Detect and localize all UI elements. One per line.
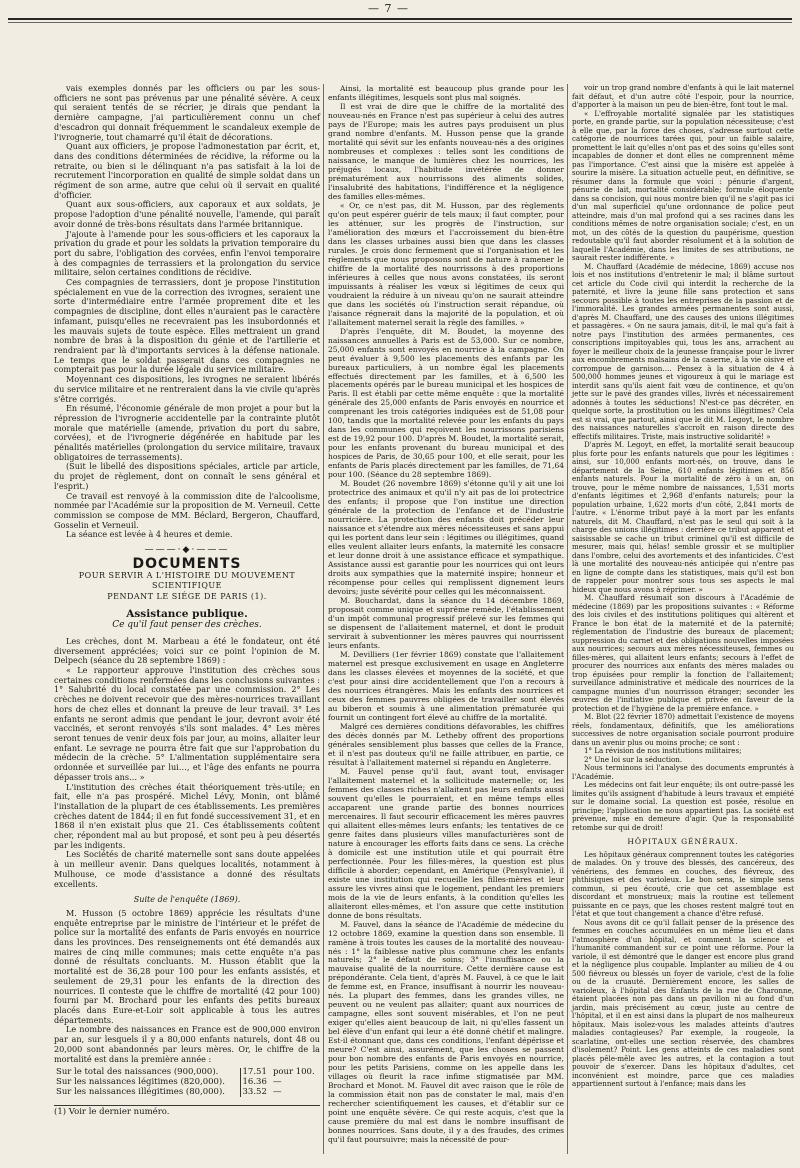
page-folio: — 7 — <box>368 2 409 15</box>
paragraph: Moyennant ces dispositions, les ivrognes ne seraient libérés du service militaire et ne rentreraient dans la vie civile qu'après s'être corrigés. <box>54 374 320 404</box>
paragraph: L'institution des crèches était théoriquement très-utile; en fait, elle n'a pas prospéré. Michel Lévy, Monin, ont blâmé l'installation de la plupart de ces établissements. Les premières crèches datent de 1844; il en fut fondé successivement 31, et en 1868 il n'en existait plus que 21. Ces établissements coûtent cher, répondent mal au but proposé, et sont peu à peu désertés par les indigents. <box>54 781 320 850</box>
paragraph: Quant aux officiers, je propose l'admonestation par écrit, et, dans des conditions déterminées de récidive, la réforme ou la retraite, ou bien si le délinquant n'a pas satisfait à la loi de recrutement l'incorporation en qualité de simple soldat dans un régiment de son arme, autre que celui où il servait en qualité d'officier. <box>54 141 320 200</box>
subsection-subtitle: Ce qu'il faut penser des crèches. <box>112 620 262 631</box>
section-small: PENDANT LE SIÉGE DE PARIS (1). <box>107 591 267 601</box>
paragraph: Les Sociétés de charité maternelle sont sans doute appelées à un meilleur avenir. Dans quelques localités, notamment à Mulhouse, ce mode d'assistance a donné des résultats excellents. <box>54 849 320 889</box>
top-rule-thin <box>8 22 792 23</box>
column-right <box>572 84 794 1089</box>
paragraph: M. Bouchardat, dans la séance du 14 décembre 1869, proposait comme unique et suprême remède, l'établissement d'un impôt communal progressif prélevé sur les femmes qui se dispensent de l'allaitement maternel, et dont le produit servirait à subventionner les mères pauvres qui nourrissent leurs enfants. <box>328 596 564 651</box>
column-left <box>54 84 320 1118</box>
col1-paragraphs-2 <box>54 637 320 889</box>
small-heading: HÔPITAUX GÉNÉRAUX. <box>627 837 739 846</box>
paragraph: Quant aux sous-officiers, aux caporaux et aux soldats, je propose l'adoption d'une pénalité nouvelle, l'amende, qui paraît avoir donné de très-bons résultats dans l'armée britannique. <box>54 199 320 229</box>
paragraph: M. Boudet (26 novembre 1869) s'étonne qu'il y ait une loi protectrice des animaux et qu'il n'y ait pas de loi protectrice des enfants; il propose que l'on institue une direction générale de la protection de l'enfance et de l'industrie nourricière. La protection des enfants doit précéder leur naissance et s'étendre aux mères nécessiteuses et sans appui qui les portent dans leur sein : légitimes ou illégitimes, quand elles veulent allaiter leurs enfants, la maternité les consacre et leur donne droit à une assistance efficace et sympathique. Assistance aussi est garantie pour les nourrices qui ont leurs droits aux sympathies que la maternité inspire; honneur et récompense pour celles qui remplissent dignement leurs devoirs; juste sévérité pour celles qui les méconnaissent. <box>328 479 564 597</box>
paragraph: M. Chauffard résumait son discours à l'Académie de médecine (1869) par les propositions suivantes : « Réforme des lois civiles et des institutions politiques qui altèrent et France le bon état de la maternité et de la paternité; réglementation de l'industrie des bureaux de placement; suppression du carnet et des obligations nouvelles imposées aux nourrices; secours aux mères nécessiteuses, femmes ou filles-mères, qui allaitent leurs enfants; secours à l'effet de procurer des nourrices aux enfants des mères malades ou trop épuisées pour remplir la fonction de l'allaitement; surveillance administrative et médicale des nourrices de la campagne munies d'un nourrisson étranger; seconder les œuvres de l'initiative publique et privée en faveur de la protection et de l'hygiène de la première enfance. » <box>572 593 794 713</box>
column-divider-right <box>567 84 568 1154</box>
paragraph: « Le rapporteur approuve l'institution des crèches sous certaines conditions renfermées dans les conclusions suivantes : 1° Salubrité du local constatée par une commission. 2° Les crèches ne doivent recevoir que des mères-nourrices travaillant hors de chez elles et donnant la preuve de leur travail. 3° Les enfants ne seront admis que pendant le jour, devront avoir été vaccinés, et seront renvoyés s'ils sont malades. 4° Les mères seront tenues de venir deux fois par jour, au moins, allaiter leur enfant. Le sevrage ne pourra être fait que sur l'approbation du médecin de la crèche. 5° L'alimentation supplémentaire sera ordonnée et surveillée par lui…, et l'âge des enfants ne pourra dépasser trois ans… » <box>54 665 320 782</box>
table-cell-label: Sur les naissances illégitimes (80,000). <box>56 1086 225 1097</box>
paragraph: M. Husson (5 octobre 1869) apprécie les résultats d'une enquête entreprise par le ministre de l'intérieur et le préfet de police sur la mortalité des enfants de Paris envoyés en nourrice dans les provinces. Des renseignements ont été demandés aux maires de cinq mille communes; mais cette enquête n'a pas donné de résultats concluants. M. Husson établit que la mortalité est de 36,28 pour 100 pour les enfants assistés, et seulement de 29,31 pour les enfants de la direction des nourrices. Il conteste que le chiffre de mortalité (42 pour 100) fourni par M. Brochard pour les enfants des petits bureaux placés dans Eure-et-Loir soit applicable à tous les autres départements. <box>54 907 320 1025</box>
paragraph: (Suit le libellé des dispositions spéciales, article par article, du projet de règlement, dont on connaît le sens général et l'esprit.) <box>54 461 320 491</box>
paragraph: 1° La révision de nos institutions militaires; <box>584 746 742 755</box>
table-cell-label: Sur le total des naissances (900,000). <box>56 1067 219 1078</box>
table-cell-unit: — <box>272 1086 282 1097</box>
italic-heading: Suite de l'enquête (1869). <box>133 894 241 905</box>
paragraph: En résumé, l'économie générale de mon projet a pour but la répression de l'ivrognerie accidentelle par la contrainte plutôt morale que matérielle (amende, privation du port du sabre, corvées), et de l'ivrognerie dégénérée en habitude par les pénalités matérielles (prolongation du service militaire, travaux obligatoires de terrassements). <box>54 403 320 462</box>
paragraph: Les hôpitaux généraux comprennent toutes les catégories de malades. On y trouve des blessés, des cancéreux, des vénériens, des femmes en couches, des fiévreux, des phthisiques et des varioleux. Le bon sens, le simple sens commun, si peu écouté, crie que cet assemblage est discordant et monstrueux; mais la routine est tellement puissante en ce pays, que les choses restent malgré tout en l'état et que tout changement a chance d'être refusé. <box>572 849 794 918</box>
paragraph: M. Fauvel pense qu'il faut, avant tout, envisager l'allaitement maternel et la sollicitude maternelle; or, les femmes des classes riches n'allaitent pas leurs enfants aussi souvent qu'elles le pourraient, et en même temps elles accaparent une grande partie des bonnes nourrices mercenaires. Il faut secourir efficacement les mères pauvres qui allaitent elles-mêmes leurs enfants; les tentatives de ce genre faites dans plusieurs villes manufacturières sont de nature à encourager les efforts faits dans ce sens. La crèche à domicile est une institution utile et qui pourrait être perfectionnée. Pour les filles-mères, la question est plus difficile à aborder; cependant, en Amérique (Pensylvanie), il existe une institution qui recueille les filles-mères et leur assure les vivres ainsi que le logement, pendant les premiers mois de la vie de leurs enfants, à la condition qu'elles les allaiteront elles-mêmes, et l'on assure que cette institution donne de bons résultats. <box>328 766 564 920</box>
paragraph: D'après M. Legoyt, en effet, la mortalité serait beaucoup plus forte pour les enfants naturels que pour les légitimes : ainsi, sur 10,000 enfants mort-nés, on trouve, dans le département de la Seine, 610 enfants légitimes et 856 enfants naturels. Pour la mortalité de zéro à un an, on trouve, pour le même nombre de naissances, 1,531 morts d'enfants légitimes et 2,968 d'enfants naturels; pour la population urbaine, 1,622 morts d'un côté, 2,841 morts de l'autre. « L'énorme tribut payé à la mort par les enfants naturels, dit M. Chauffard, n'est pas le seul qui soit à la charge des unions illégitimes : derrière ce tribut apparent et saisissable se cache un tribut criminel qu'il est difficile de mesurer, mais qui, hélas! semble grossir et se multiplier dans l'ombre, celui des avortements et des infanticides. C'est là une mortalité des nouveau-nés anticipée qui n'entre pas en ligne de compte dans les statistiques, mais qu'il est bon de rappeler pour montrer sous tous ses aspects le mal hideux que nous avons à réprimer. » <box>572 440 794 594</box>
col2-paragraphs <box>328 84 564 1144</box>
table-row <box>54 1088 320 1098</box>
col3-paragraphs-2 <box>572 851 794 1089</box>
paragraph: « Or, ce n'est pas, dit M. Husson, par des règlements qu'on peut espérer guérir de tels maux; il faut compter, pour les atténuer, sur les progrès de l'instruction, sur l'amélioration des mœurs et l'accroissement du bien-être dans les classes urbaines aussi bien que dans les classes rurales. Je crois donc fermement que si l'organisation et les règlements que nous proposons sont de nature à ramener le chiffre de la mortalité des nourrissons à des proportions inférieures à celles que nous avons constatées, ils seront impuissants à réaliser les vœux si légitimes de ceux qui voudraient la réduire à un niveau qu'on ne saurait atteindre que dans les sociétés où l'instruction serait répandue, où l'aisance régnerait dans la majorité de la population, et où l'allaitement maternel serait la règle des familles. » <box>328 200 564 327</box>
top-rule <box>8 18 792 20</box>
table-cell-value: 17.51 <box>240 1068 271 1078</box>
paragraph: M. Devilliers (1er février 1869) constate que l'allaitement maternel est presque exclusivement en usage en Angleterre dans les classes élevées et moyennes de la société, et que c'est pour ainsi dire accidentellement que l'on a recours à des nourrices étrangères. Mais les enfants des nourrices et ceux des femmes pauvres obligées de travailler sont élevés au biberon et soumis à une alimentation prématurée qui fournit un contingent fort élevé au chiffre de la mortalité. <box>328 650 564 722</box>
section-title: DOCUMENTS <box>132 555 242 572</box>
paragraph: J'ajoute à l'amende pour les sous-officiers et les caporaux la privation du grade et pour les soldats la privation temporaire du port du sabre, l'obligation des corvées, enfin l'envoi temporaire à des compagnies de terrassiers et la prolongation du service militaire, selon certaines conditions de récidive. <box>54 228 320 278</box>
table-cell-label: Sur les naissances légitimes (820,000). <box>56 1076 225 1087</box>
table-cell-value: 16.36 <box>240 1078 271 1088</box>
paragraph: 2° Une loi sur la séduction. <box>584 754 683 764</box>
paragraph: Le nombre des naissances en France est de 900,000 environ par an, sur lesquels il y a 80,000 enfants naturels, dont 48 ou 20,000 sont abandonnés par leurs mères. Or, le chiffre de la mortalité est dans la première année : <box>54 1024 320 1064</box>
paragraph: « L'effroyable mortalité signalée par les statistiques porte, en grande partie, sur la population nécessiteuse; c'est à elle que, par la force des choses, s'adresse surtout cette catégorie de nourrices tarées qui, pour un faible salaire, promettent le lait qu'elles n'ont pas et des soins qu'elles sont incapables de donner et dont elles ne comprennent même pas l'importance. C'est ainsi que la misère est appelée à sourire la misère. La situation actuelle peut, en définitive, se résumer dans la formule que voici : pénurie d'argent, pénurie de lait, mortalité considérable; formule éloquente dans sa concision, qui nous montre bien qu'il ne s'agit pas ici d'un mal superficiel qu'une ordonnance de police peut atteindre, mais d'un mal profond qui a ses racines dans les conditions mêmes de notre organisation sociale; c'est, en un mot, un des côtés de la question du paupérisme, question redoutable qu'il faut aborder résolument et à la solution de laquelle l'Académie, dans les limites de ses attributions, ne saurait rester indifférente. » <box>572 108 794 262</box>
paragraph: voir un trop grand nombre d'enfants à qui le lait maternel fait défaut, et d'un autre côté l'espoir, pour la nourrice, d'apporter à la maison un peu de bien-être, font tout le mal. <box>572 83 794 109</box>
subsection-title: Assistance publique. <box>126 607 248 620</box>
paragraph: M. Fauvel, dans la séance de l'Académie de médecine du 12 octobre 1869, examine la question dans son ensemble. Il ramène à trois toutes les causes de la mortalité des nouveau-nés : 1° la faiblesse native plus commune chez les enfants naturels; 2° le défaut de soins; 3° l'insuffisance ou la mauvaise qualité de la nourriture. Cette dernière cause est prépondérante. Cela tient, d'après M. Fauvel, à ce que le lait de femme est, en France, insuffisant à nourrir les nouveau-nés. La plupart des femmes, dans les grandes villes, ne peuvent ou ne veulent pas allaiter; quant aux nourrices de campagne, elles sont souvent misérables, et l'on ne peut exiger qu'elles aient beaucoup de lait, ni qu'elles fassent un bel élève d'un enfant qui leur a été donné chétif et malingre. Est-il étonnant que, dans ces conditions, l'enfant dépérisse et meure? C'est ainsi, assurément, que les choses se passent pour bon nombre des enfants de Paris envoyés en nourrice, pour les petits Parisiens, comme on les appelle dans les villages où fleurit la race infime stigmatisée par MM. Brochard et Monot. M. Fauvel dit avec raison que le rôle de la commission était non pas de constater le mal, mais d'en rechercher scientifiquement les causes, et d'établir sur ce point une enquête sévère. Ce qui reste acquis, c'est que la cause première du mal est dans le nombre insuffisant de bonnes nourrices. Sans doute, il y a des fraudes, des crimes qu'il faut poursuivre; mais la nécessité de pour- <box>328 919 564 1145</box>
paragraph: Ainsi, la mortalité est beaucoup plus grande pour les enfants illégitimes, lesquels sont plus mal soignés. <box>328 84 564 102</box>
paragraph: vais exemples donnés par les officiers ou par les sous-officiers ne sont pas prévenus par une pénalité sévère. A ceux qui seraient tentés de se récrier, je dirais que pendant la dernière campagne, j'ai particulièrement connu un chef d'escadron qui donnait fréquemment le scandaleux exemple de l'ivrognerie, tout chamarré qu'il était de décorations. <box>54 83 320 142</box>
paragraph: Ces compagnies de terrassiers, dont je propose l'institution spécialement en vue de la correction des ivrognes, seraient une sorte d'intermédiaire entre l'armée proprement dite et les compagnies de discipline, dont elles n'auraient pas le caractère infamant, puisqu'elles ne recevraient pas les insubordonnés et les mauvais sujets de toute espèce. Elles mettraient un grand nombre de bras à la disposition du génie et de l'artillerie et rendraient par là d'importants services à la défense nationale. Le temps que le soldat passerait dans ces compagnies ne compterait pas pour la durée légale du service militaire. <box>54 277 320 375</box>
column-middle <box>328 84 564 1144</box>
ornament-divider: ———·◆·——— <box>144 545 230 556</box>
paragraph: Nous terminons ici l'analyse des documents empruntés à l'Académie. <box>572 763 794 781</box>
table-cell-unit: pour 100. <box>272 1067 315 1078</box>
paragraph: Il est vrai de dire que le chiffre de la mortalité des nouveau-nés en France n'est pas supérieur à celui des autres pays de l'Europe; mais les autres pays produisent un plus grand nombre d'enfants. M. Husson pense que la grande mortalité qui sévit sur les enfants nouveau-nés a des origines nombreuses et complexes : telles sont les conditions de naissance, le manque de lumières chez les nourrices, les préjugés locaux, l'habitude invétérée de donner prématurément aux nourrissons des aliments solides, l'insalubrité des habitations, l'indifférence et la négligence des familles elles-mêmes. <box>328 101 564 201</box>
col1-paragraphs <box>54 84 320 530</box>
column-divider-left <box>323 84 324 1154</box>
paragraph: D'après l'enquête, dit M. Boudet, la moyenne des naissances annuelles à Paris est de 53,000. Sur ce nombre, 25,000 enfants sont envoyés en nourrice à la campagne. On peut évaluer à 9,500 les placements des enfants par les bureaux particuliers, à un nombre égal les placements effectués directement par les familles, et à 6,500 les placements opérés par le bureau municipal et les hospices de Paris. Il est établi par cette même enquête : que la mortalité générale des 25,000 enfants de Paris envoyés en nourrice et comprenant les trois catégories indiquées est de 51,08 pour 100, tandis que la mortalité relevée pour les enfants du pays dans les communes qui reçoivent les nourrissons parisiens est de 19,92 pour 100. D'après M. Boudet, la mortalité serait, pour les enfants provenant du bureau municipal et des hospices de Paris, de 30,65 pour 100, et elle serait, pour les enfants de Paris placés directement par les familles, de 71,64 pour 100. (Séance du 28 septembre 1869). <box>328 326 564 480</box>
mortality-table <box>54 1068 320 1097</box>
paragraph: Nous avons dit ce qu'il fallait penser de la présence des femmes en couches accumulées en un même lieu et dans l'atmosphère d'un hôpital, et comment la science et l'humanité commandent sur ce point une réforme. Pour la variole, il est démontré que le danger est encore plus grand et la négligence plus coupable. Implanter au milieu de 4 ou 500 fiévreux ou blessés un foyer de variole, c'est de la folie ou de la cruauté. Dernièrement encore, les salles de varioleux, à l'hôpital des Enfants de la rue de Charonne, étaient placées non pas dans un pavillon ni au fond d'un jardin, mais précisément au cœur, juste au centre de l'hôpital, et il en est ainsi dans la plupart de nos malheureux hôpitaux. Mais isolez-vous les malades atteints d'autres maladies contagieuses? Par exemple, la rougeole, la scarlatine, ont-elles une section réservée, des chambres d'isolement? Point. Les gens atteints de ces maladies sont placés pêle-mêle avec les autres, et la contagion a tout pouvoir de s'exercer. Dans les hôpitaux d'adultes, cet inconvénient est moindre, parce que ces maladies appartiennent surtout à l'enfance; mais dans les <box>572 917 794 1088</box>
table-cell-unit: — <box>272 1076 282 1087</box>
footnote: (1) Voir le dernier numéro. <box>54 1105 320 1118</box>
col1-paragraphs-3 <box>54 909 320 1064</box>
seance-note: La séance est levée à 4 heures et demie. <box>66 529 233 540</box>
paragraph: Malgré ces dernières conditions défavorables, les chiffres des décès donnés par M. Letheby offrent des proportions générales sensiblement plus basses que celles de la France, et il n'est pas douteux qu'il ne faille attribuer, en partie, ce résultat à l'allaitement maternel si répandu en Angleterre. <box>328 721 564 767</box>
table-cell-value: 33.52 <box>240 1088 271 1098</box>
paragraph: M. Chauffard (Académie de médecine, 1869) accuse nos lois et nos institutions d'entretenir le mal; il blâme surtout cet article du Code civil qui interdit la recherche de la paternité, et livre la jeune fille sans protection et sans secours possible à toutes les entreprises de la passion et de l'immoralité. Les grandes armées permanentes sont aussi, d'après M. Chauffard, une des causes des unions illégitimes et passagères. « On ne saura jamais, dit-il, le mal qu'a fait à notre pays l'institution des armées permanentes, ces conscriptions impitoyables qui, tous les ans, arrachent au foyer le meilleur choix de la jeunesse française pour le livrer aux encombrements malsains de la caserne, à la vie oisive et corrompue de garnison…. Pensez à la situation de 4 à 500,000 hommes jeunes et vigoureux à qui le mariage est interdit sans qu'ils aient fait vœu de continence, et qu'on jette sur le pavé des grandes villes, livrés et nécessairement adonnés à toutes les séductions! N'est-ce pas décréter, en quelque sorte, la prostitution ou les unions illégitimes? Cela est si vrai, que partout, ainsi que le dit M. Legoyt, le nombre des naissances naturelles s'accroît en raison directe des effectifs militaires. Triste, mais instructive solidarité! » <box>572 261 794 441</box>
paragraph: Les crèches, dont M. Marbeau a été le fondateur, ont été diversement appréciées; voici sur ce point l'opinion de M. Delpech (séance du 28 septembre 1869) : <box>54 635 320 666</box>
paragraph: Les médecins ont fait leur enquête; ils ont outre-passé les limites qu'ils assignent d'habitude à leurs travaux et empiété sur le domaine social. La question est posée, résolue en principe; l'application ne nous appartient pas. La société est prévenue, mise en demeure d'agir. Que la responsabilité retombe sur qui de droit! <box>572 780 794 832</box>
section-subtitle: POUR SERVIR A L'HISTOIRE DU MOUVEMENT SCIENTIFIQUE <box>78 571 296 591</box>
col3-paragraphs <box>572 84 794 832</box>
paragraph: Ce travail est renvoyé à la commission dite de l'alcoolisme, nommée par l'Académie sur la proposition de M. Verneuil. Cette commission se compose de MM. Béclard, Bergeron, Chauffard, Gosselin et Verneuil. <box>54 490 320 530</box>
paragraph: M. Blot (22 février 1870) admettait l'existence de moyens réels, fondamentaux, définitifs, que les améliorations successives de notre organisation sociale pourront produire dans un avenir plus ou moins proche; ce sont : <box>572 712 794 747</box>
